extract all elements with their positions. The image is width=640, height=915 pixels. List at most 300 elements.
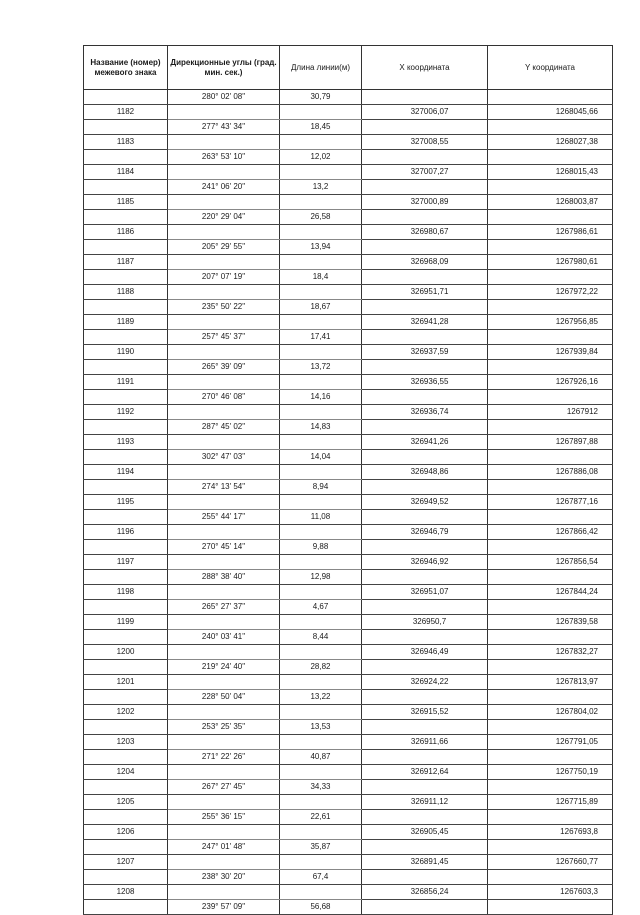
cell-name (84, 480, 168, 495)
cell-angle: 255° 44' 17" (168, 510, 280, 525)
cell-length (280, 315, 362, 330)
cell-y: 1267926,16 (488, 375, 613, 390)
cell-x (362, 270, 488, 285)
cell-length: 18,45 (280, 120, 362, 135)
table-row (84, 375, 613, 390)
table-row (84, 450, 613, 465)
cell-name (84, 300, 168, 315)
cell-y (488, 450, 613, 465)
cell-x (362, 780, 488, 795)
table-row (84, 300, 613, 315)
table-row (84, 165, 613, 180)
cell-length: 8,94 (280, 480, 362, 495)
cell-length: 18,4 (280, 270, 362, 285)
cell-name: 1199 (84, 615, 168, 630)
cell-x: 326946,49 (362, 645, 488, 660)
cell-x (362, 360, 488, 375)
table-header-row (84, 46, 613, 90)
cell-y: 1267866,42 (488, 525, 613, 540)
table-row (84, 510, 613, 525)
cell-angle (168, 795, 280, 810)
cell-name: 1197 (84, 555, 168, 570)
cell-y: 1267813,97 (488, 675, 613, 690)
cell-name (84, 420, 168, 435)
cell-x: 326949,52 (362, 495, 488, 510)
cell-y (488, 330, 613, 345)
cell-length (280, 765, 362, 780)
table-row (84, 465, 613, 480)
table-row (84, 750, 613, 765)
cell-name (84, 660, 168, 675)
cell-length: 28,82 (280, 660, 362, 675)
cell-length: 14,16 (280, 390, 362, 405)
cell-angle (168, 675, 280, 690)
cell-y (488, 630, 613, 645)
cell-length: 35,87 (280, 840, 362, 855)
cell-angle: 253° 25' 35" (168, 720, 280, 735)
cell-x (362, 300, 488, 315)
cell-x: 327006,07 (362, 105, 488, 120)
cell-x (362, 870, 488, 885)
cell-name: 1195 (84, 495, 168, 510)
cell-y (488, 180, 613, 195)
cell-name (84, 840, 168, 855)
table-row (84, 420, 613, 435)
table-row (84, 900, 613, 915)
cell-angle (168, 285, 280, 300)
cell-angle: 265° 39' 09" (168, 360, 280, 375)
cell-angle (168, 255, 280, 270)
cell-angle: 277° 43' 34" (168, 120, 280, 135)
cell-name: 1189 (84, 315, 168, 330)
cell-name: 1191 (84, 375, 168, 390)
table-row (84, 675, 613, 690)
cell-y (488, 690, 613, 705)
cell-name: 1203 (84, 735, 168, 750)
cell-angle (168, 435, 280, 450)
cell-name (84, 540, 168, 555)
cell-x (362, 210, 488, 225)
cell-angle: 267° 27' 45" (168, 780, 280, 795)
cell-name: 1184 (84, 165, 168, 180)
cell-angle: 302° 47' 03" (168, 450, 280, 465)
cell-x (362, 480, 488, 495)
cell-angle: 263° 53' 10" (168, 150, 280, 165)
table-row (84, 645, 613, 660)
cell-x: 327008,55 (362, 135, 488, 150)
cell-length: 67,4 (280, 870, 362, 885)
cell-length (280, 465, 362, 480)
cell-length (280, 195, 362, 210)
cell-length (280, 255, 362, 270)
table-row (84, 240, 613, 255)
cell-x (362, 390, 488, 405)
cell-name (84, 90, 168, 105)
cell-x (362, 510, 488, 525)
header-angle: Дирекционные углы (град. мин. сек.) (168, 46, 280, 90)
cell-x: 327007,27 (362, 165, 488, 180)
table-row (84, 570, 613, 585)
cell-y: 1267897,88 (488, 435, 613, 450)
cell-length: 56,68 (280, 900, 362, 915)
cell-name: 1187 (84, 255, 168, 270)
cell-x: 326915,52 (362, 705, 488, 720)
cell-angle (168, 555, 280, 570)
cell-y (488, 90, 613, 105)
cell-name: 1194 (84, 465, 168, 480)
cell-y (488, 840, 613, 855)
cell-length (280, 135, 362, 150)
table-row (84, 600, 613, 615)
cell-y (488, 210, 613, 225)
cell-length: 13,2 (280, 180, 362, 195)
cell-name (84, 630, 168, 645)
cell-angle (168, 885, 280, 900)
table-row (84, 135, 613, 150)
cell-x (362, 690, 488, 705)
table-row (84, 315, 613, 330)
table-row (84, 360, 613, 375)
cell-name (84, 120, 168, 135)
cell-y: 1267986,61 (488, 225, 613, 240)
cell-length (280, 645, 362, 660)
cell-length (280, 615, 362, 630)
cell-angle: 270° 45' 14" (168, 540, 280, 555)
cell-x: 326948,86 (362, 465, 488, 480)
cell-name: 1185 (84, 195, 168, 210)
cell-x: 326911,12 (362, 795, 488, 810)
cell-y (488, 720, 613, 735)
table-row (84, 495, 613, 510)
cell-x: 326951,07 (362, 585, 488, 600)
table-row (84, 780, 613, 795)
cell-x (362, 180, 488, 195)
cell-angle (168, 225, 280, 240)
cell-name: 1208 (84, 885, 168, 900)
cell-y (488, 570, 613, 585)
cell-length (280, 675, 362, 690)
table-row (84, 630, 613, 645)
cell-name: 1198 (84, 585, 168, 600)
cell-x: 326905,45 (362, 825, 488, 840)
cell-name (84, 210, 168, 225)
cell-name: 1186 (84, 225, 168, 240)
cell-length: 17,41 (280, 330, 362, 345)
cell-angle: 270° 46' 08" (168, 390, 280, 405)
cell-y: 1267750,19 (488, 765, 613, 780)
cell-x: 326891,45 (362, 855, 488, 870)
cell-length: 18,67 (280, 300, 362, 315)
cell-name (84, 720, 168, 735)
cell-angle (168, 525, 280, 540)
cell-length: 40,87 (280, 750, 362, 765)
cell-x: 326941,26 (362, 435, 488, 450)
cell-angle (168, 645, 280, 660)
cell-name (84, 360, 168, 375)
cell-angle (168, 135, 280, 150)
cell-name (84, 810, 168, 825)
cell-y (488, 660, 613, 675)
table-row (84, 255, 613, 270)
header-length: Длина линии(м) (280, 46, 362, 90)
table-row (84, 285, 613, 300)
cell-angle (168, 375, 280, 390)
cell-length (280, 285, 362, 300)
cell-angle: 271° 22' 26" (168, 750, 280, 765)
cell-length: 22,61 (280, 810, 362, 825)
cell-x (362, 570, 488, 585)
cell-y: 1267877,16 (488, 495, 613, 510)
cell-length: 14,83 (280, 420, 362, 435)
cell-x (362, 900, 488, 915)
cell-y: 1268045,66 (488, 105, 613, 120)
cell-angle: 265° 27' 37" (168, 600, 280, 615)
cell-angle (168, 165, 280, 180)
cell-x (362, 240, 488, 255)
cell-y: 1268003,87 (488, 195, 613, 210)
cell-angle: 287° 45' 02" (168, 420, 280, 435)
cell-y: 1268027,38 (488, 135, 613, 150)
cell-angle (168, 735, 280, 750)
cell-length: 12,02 (280, 150, 362, 165)
table-row (84, 870, 613, 885)
cell-length (280, 525, 362, 540)
table-row (84, 405, 613, 420)
cell-y (488, 780, 613, 795)
cell-name: 1188 (84, 285, 168, 300)
cell-x (362, 660, 488, 675)
cell-x: 326950,7 (362, 615, 488, 630)
cell-y: 1267715,89 (488, 795, 613, 810)
cell-y: 1267804,02 (488, 705, 613, 720)
table-row (84, 810, 613, 825)
cell-name (84, 330, 168, 345)
cell-angle (168, 855, 280, 870)
cell-length: 26,58 (280, 210, 362, 225)
cell-angle (168, 615, 280, 630)
cell-angle: 239° 57' 09" (168, 900, 280, 915)
cell-y: 1267956,85 (488, 315, 613, 330)
cell-name (84, 600, 168, 615)
table-row (84, 120, 613, 135)
boundary-points-table (83, 45, 613, 915)
cell-y: 1267886,08 (488, 465, 613, 480)
cell-name: 1201 (84, 675, 168, 690)
cell-length (280, 435, 362, 450)
cell-x: 326937,59 (362, 345, 488, 360)
cell-x (362, 750, 488, 765)
cell-angle (168, 315, 280, 330)
cell-angle: 280° 02' 08" (168, 90, 280, 105)
cell-angle: 241° 06' 20" (168, 180, 280, 195)
table-row (84, 345, 613, 360)
table-row (84, 480, 613, 495)
cell-name (84, 900, 168, 915)
cell-angle: 247° 01' 48" (168, 840, 280, 855)
cell-y: 1267856,54 (488, 555, 613, 570)
cell-name: 1192 (84, 405, 168, 420)
cell-name (84, 570, 168, 585)
cell-x: 326946,92 (362, 555, 488, 570)
cell-angle: 238° 30' 20" (168, 870, 280, 885)
table-row (84, 210, 613, 225)
cell-y (488, 270, 613, 285)
cell-y (488, 870, 613, 885)
cell-length (280, 885, 362, 900)
cell-y (488, 480, 613, 495)
cell-name: 1207 (84, 855, 168, 870)
cell-x: 326936,55 (362, 375, 488, 390)
cell-length: 8,44 (280, 630, 362, 645)
table-row (84, 330, 613, 345)
cell-y (488, 540, 613, 555)
cell-length: 4,67 (280, 600, 362, 615)
cell-x (362, 600, 488, 615)
cell-angle: 240° 03' 41" (168, 630, 280, 645)
cell-name: 1183 (84, 135, 168, 150)
cell-y: 1267939,84 (488, 345, 613, 360)
cell-length: 11,08 (280, 510, 362, 525)
cell-angle: 219° 24' 40" (168, 660, 280, 675)
cell-y: 1267972,22 (488, 285, 613, 300)
cell-x: 326912,64 (362, 765, 488, 780)
table-row (84, 525, 613, 540)
cell-length (280, 105, 362, 120)
cell-length (280, 585, 362, 600)
cell-y (488, 300, 613, 315)
table-row (84, 690, 613, 705)
cell-length (280, 405, 362, 420)
cell-angle: 207° 07' 19" (168, 270, 280, 285)
cell-x: 326968,09 (362, 255, 488, 270)
cell-name: 1205 (84, 795, 168, 810)
table-row (84, 435, 613, 450)
cell-length (280, 705, 362, 720)
cell-y: 1267839,58 (488, 615, 613, 630)
cell-length (280, 855, 362, 870)
table-row (84, 735, 613, 750)
cell-x: 326911,66 (362, 735, 488, 750)
cell-name (84, 450, 168, 465)
cell-x: 326980,67 (362, 225, 488, 240)
table-row (84, 90, 613, 105)
cell-x (362, 120, 488, 135)
cell-name (84, 240, 168, 255)
cell-y (488, 120, 613, 135)
cell-name: 1204 (84, 765, 168, 780)
cell-y (488, 240, 613, 255)
cell-angle: 205° 29' 55" (168, 240, 280, 255)
cell-length (280, 225, 362, 240)
cell-y (488, 360, 613, 375)
cell-length (280, 795, 362, 810)
cell-angle: 257° 45' 37" (168, 330, 280, 345)
header-name: Название (номер) межевого знака (84, 46, 168, 90)
cell-length: 12,98 (280, 570, 362, 585)
cell-x (362, 540, 488, 555)
cell-name: 1196 (84, 525, 168, 540)
table-row (84, 615, 613, 630)
cell-x: 326936,74 (362, 405, 488, 420)
cell-length: 9,88 (280, 540, 362, 555)
table-row (84, 795, 613, 810)
cell-angle (168, 345, 280, 360)
cell-y: 1267844,24 (488, 585, 613, 600)
cell-y (488, 420, 613, 435)
cell-length: 13,72 (280, 360, 362, 375)
cell-x: 326856,24 (362, 885, 488, 900)
coordinates-sheet (83, 45, 612, 915)
cell-name (84, 750, 168, 765)
table-row (84, 555, 613, 570)
cell-name: 1182 (84, 105, 168, 120)
cell-angle (168, 705, 280, 720)
cell-name: 1200 (84, 645, 168, 660)
table-row (84, 720, 613, 735)
table-row (84, 150, 613, 165)
table-row (84, 840, 613, 855)
cell-y (488, 600, 613, 615)
table-row (84, 705, 613, 720)
cell-name (84, 390, 168, 405)
cell-x (362, 720, 488, 735)
cell-y (488, 810, 613, 825)
cell-name (84, 690, 168, 705)
cell-angle (168, 585, 280, 600)
cell-x (362, 90, 488, 105)
cell-length (280, 555, 362, 570)
cell-y: 1267832,27 (488, 645, 613, 660)
cell-name: 1190 (84, 345, 168, 360)
cell-x (362, 330, 488, 345)
cell-angle: 220° 29' 04" (168, 210, 280, 225)
cell-x: 326951,71 (362, 285, 488, 300)
cell-y: 1267660,77 (488, 855, 613, 870)
cell-angle (168, 495, 280, 510)
cell-length: 30,79 (280, 90, 362, 105)
cell-angle: 274° 13' 54" (168, 480, 280, 495)
cell-y: 1267603,3 (488, 885, 613, 900)
cell-angle (168, 405, 280, 420)
table-row (84, 225, 613, 240)
cell-x (362, 420, 488, 435)
cell-y: 1267912 (488, 405, 613, 420)
table-row (84, 765, 613, 780)
cell-name: 1202 (84, 705, 168, 720)
table-row (84, 270, 613, 285)
cell-y: 1267693,8 (488, 825, 613, 840)
cell-y (488, 150, 613, 165)
cell-y (488, 510, 613, 525)
cell-length (280, 495, 362, 510)
cell-length (280, 825, 362, 840)
cell-name: 1193 (84, 435, 168, 450)
cell-name (84, 510, 168, 525)
cell-length (280, 345, 362, 360)
cell-name: 1206 (84, 825, 168, 840)
cell-angle (168, 195, 280, 210)
cell-length (280, 735, 362, 750)
cell-name (84, 870, 168, 885)
cell-name (84, 780, 168, 795)
cell-name (84, 180, 168, 195)
cell-angle: 288° 38' 40" (168, 570, 280, 585)
table-row (84, 585, 613, 600)
table-row (84, 825, 613, 840)
cell-y (488, 750, 613, 765)
cell-length: 13,53 (280, 720, 362, 735)
table-body (84, 90, 613, 915)
